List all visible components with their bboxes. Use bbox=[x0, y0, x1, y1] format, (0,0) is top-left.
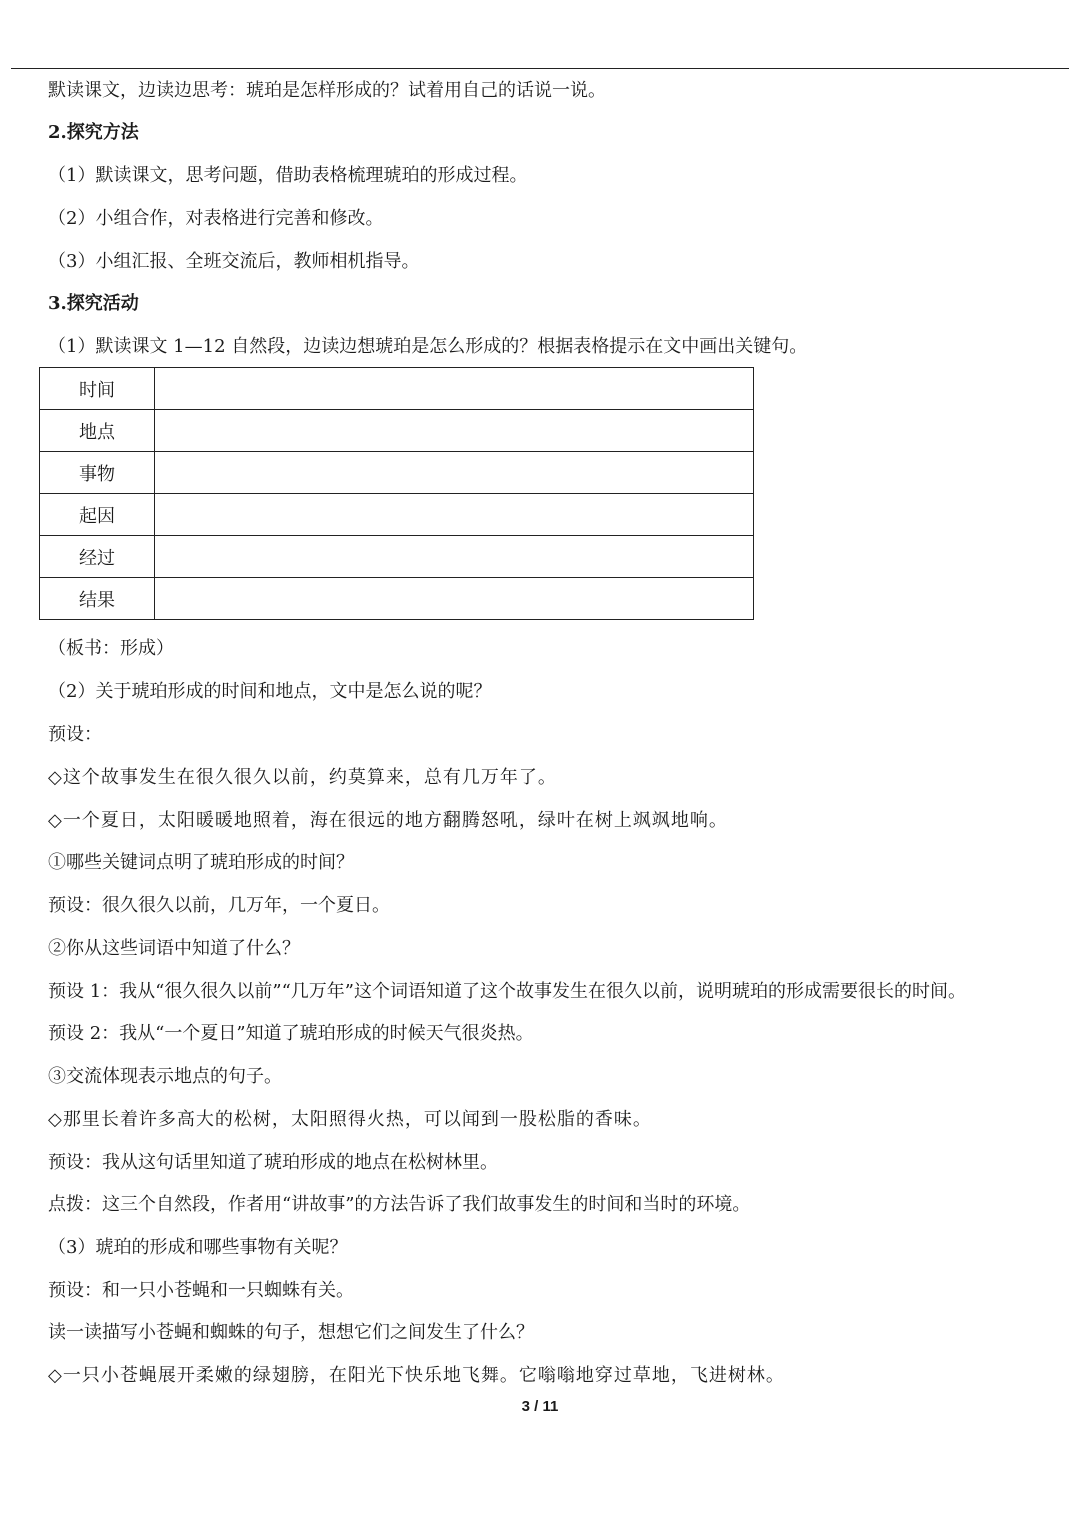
sub-question-3: ③交流体现表示地点的句子。 bbox=[48, 1066, 282, 1087]
table-row bbox=[40, 494, 754, 536]
quote-line: ◇这个故事发生在很久很久以前，约莫算来，总有几万年了。 bbox=[48, 767, 557, 788]
table-label-time: 时间 bbox=[40, 368, 155, 410]
sub-question-2: ②你从这些词语中知道了什么？ bbox=[48, 938, 300, 959]
sub-question-1: ①哪些关键词点明了琥珀形成的时间？ bbox=[48, 852, 354, 873]
guidance-note: 点拨：这三个自然段，作者用“讲故事”的方法告诉了我们故事发生的时间和当时的环境。 bbox=[48, 1194, 751, 1215]
quote-line: ◇一只小苍蝇展开柔嫩的绿翅膀，在阳光下快乐地飞舞。它嗡嗡地穿过草地，飞进树林。 bbox=[48, 1365, 785, 1386]
table-cell-place bbox=[155, 410, 754, 452]
method-step-1: （1）默读课文，思考问题，借助表格梳理琥珀的形成过程。 bbox=[48, 165, 528, 186]
table-cell-time bbox=[155, 368, 754, 410]
preset-answer: 预设：我从这句话里知道了琥珀形成的地点在松树林里。 bbox=[48, 1152, 498, 1173]
table-label-things: 事物 bbox=[40, 452, 155, 494]
header-rule bbox=[11, 68, 1069, 69]
table-cell-things bbox=[155, 452, 754, 494]
table-row bbox=[40, 410, 754, 452]
section-heading-method: 2.探究方法 bbox=[48, 122, 139, 143]
table-row bbox=[40, 368, 754, 410]
quote-line: ◇一个夏日，太阳暖暖地照着，海在很远的地方翻腾怒吼，绿叶在树上飒飒地响。 bbox=[48, 810, 728, 831]
table-cell-result bbox=[155, 578, 754, 620]
preset-answer: 预设：很久很久以前，几万年，一个夏日。 bbox=[48, 895, 390, 916]
table-row bbox=[40, 578, 754, 620]
table-cell-cause bbox=[155, 494, 754, 536]
table-label-result: 结果 bbox=[40, 578, 155, 620]
reading-prompt: 读一读描写小苍蝇和蜘蛛的句子，想想它们之间发生了什么？ bbox=[48, 1322, 534, 1343]
table-label-cause: 起因 bbox=[40, 494, 155, 536]
question-2: （2）关于琥珀形成的时间和地点，文中是怎么说的呢？ bbox=[48, 681, 492, 702]
method-step-2: （2）小组合作，对表格进行完善和修改。 bbox=[48, 208, 384, 229]
table-row bbox=[40, 452, 754, 494]
table-cell-process bbox=[155, 536, 754, 578]
section-heading-activity: 3.探究活动 bbox=[48, 293, 139, 314]
activity-step-1: （1）默读课文 1—12 自然段，边读边想琥珀是怎么形成的？根据表格提示在文中画出关键句。 bbox=[48, 336, 808, 357]
page-number: 3 / 11 bbox=[521, 1398, 559, 1415]
formation-table bbox=[39, 367, 754, 620]
intro-paragraph: 默读课文，边读边思考：琥珀是怎样形成的？试着用自己的话说一说。 bbox=[48, 80, 606, 101]
method-step-3: （3）小组汇报、全班交流后，教师相机指导。 bbox=[48, 251, 420, 272]
question-3: （3）琥珀的形成和哪些事物有关呢？ bbox=[48, 1237, 348, 1258]
preset-answer-1: 预设 1：我从“很久很久以前”“几万年”这个词语知道了这个故事发生在很久以前，说明琥珀的形成需要很长的时间。 bbox=[48, 981, 966, 1002]
preset-label: 预设： bbox=[48, 724, 102, 745]
preset-answer-2: 预设 2：我从“一个夏日”知道了琥珀形成的时候天气很炎热。 bbox=[48, 1023, 534, 1044]
table-label-place: 地点 bbox=[40, 410, 155, 452]
preset-answer: 预设：和一只小苍蝇和一只蜘蛛有关。 bbox=[48, 1280, 354, 1301]
quote-line: ◇那里长着许多高大的松树，太阳照得火热，可以闻到一股松脂的香味。 bbox=[48, 1109, 652, 1130]
table-label-process: 经过 bbox=[40, 536, 155, 578]
table-row bbox=[40, 536, 754, 578]
board-note: （板书：形成） bbox=[48, 638, 174, 659]
